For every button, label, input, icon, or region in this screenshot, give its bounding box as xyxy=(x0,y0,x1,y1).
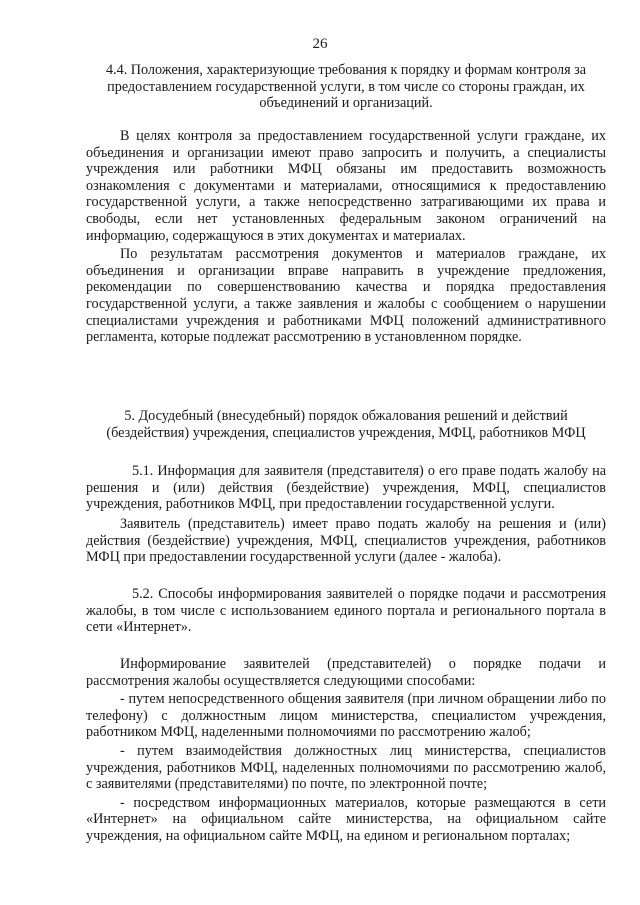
paragraph: По результатам рассмотрения документов и материалов граждане, их объединения и организации вправе направить в учреждение предложения, рекомендации по совершенствованию качества и порядка предоставления государственной услуги, а также заявления и жалобы с сообщением о нарушении специалистами учреждения и работниками МФЦ положений административного регламента, которые подлежат рассмотрению в установленном порядке. xyxy=(86,246,606,346)
list-item: - путем взаимодействия должностных лиц министерства, специалистов учреждения, работников МФЦ, наделенных полномочиями по рассмотрению жалоб, с заявителями (представителями) по почте, по электронной почте; xyxy=(86,742,606,793)
section-5-heading: 5. Досудебный (внесудебный) порядок обжалования решений и действий (бездействия) учреждения, специалистов учреждения, МФЦ, работников МФЦ xyxy=(106,408,586,441)
list-item: - путем непосредственного общения заявителя (при личном обращении либо по телефону) с должностным лицом министерства, специалистом учреждения, работником МФЦ, наделенными полномочиями по рассмотрению жалоб; xyxy=(86,691,606,741)
section-5-1-heading: 5.1. Информация для заявителя (представителя) о его праве подать жалобу на решения и (или) действия (бездействие) учреждения, МФЦ, специалистов учреждения, работников МФЦ, при предоставлении государственной услуги. xyxy=(86,463,606,513)
intro-paragraph: Информирование заявителей (представителей) о порядке подачи и рассмотрения жалобы осуществляется следующими способами: xyxy=(86,656,606,689)
section-4-4-body xyxy=(86,128,606,348)
section-5-2-body xyxy=(86,656,606,847)
section-5-1-paragraph: Заявитель (представитель) имеет право подать жалобу на решения и (или) действия (бездействие) учреждения, МФЦ, специалистов учреждения, работников МФЦ при предоставлении государственной услуги (далее - жалоба). xyxy=(86,516,606,566)
list-item: - посредством информационных материалов, которые размещаются в сети «Интернет» на официальном сайте министерства, на официальном сайте учреждения, на официальном сайте МФЦ, на едином и региональном порталах; xyxy=(86,794,606,844)
section-5-2-heading: 5.2. Способы информирования заявителей о порядке подачи и рассмотрения жалобы, в том числе с использованием единого портала и регионального портала в сети «Интернет». xyxy=(86,586,606,636)
section-4-4-heading: 4.4. Положения, характеризующие требования к порядку и формам контроля за предоставлением государственной услуги, в том числе со стороны граждан, их объединений и организаций. xyxy=(105,62,587,112)
page-number: 26 xyxy=(312,36,328,52)
paragraph: В целях контроля за предоставлением государственной услуги граждане, их объединения и организации имеют право запросить и получить, а специалисты учреждения или работники МФЦ обязаны им предоставить возможность ознакомления с документами и материалами, относящимися к предоставлению государственной услуги, а также непосредственно затрагивающими их права и свободы, если нет установленных федеральным законом ограничений на информацию, содержащуюся в этих документах и материалах. xyxy=(86,128,606,244)
